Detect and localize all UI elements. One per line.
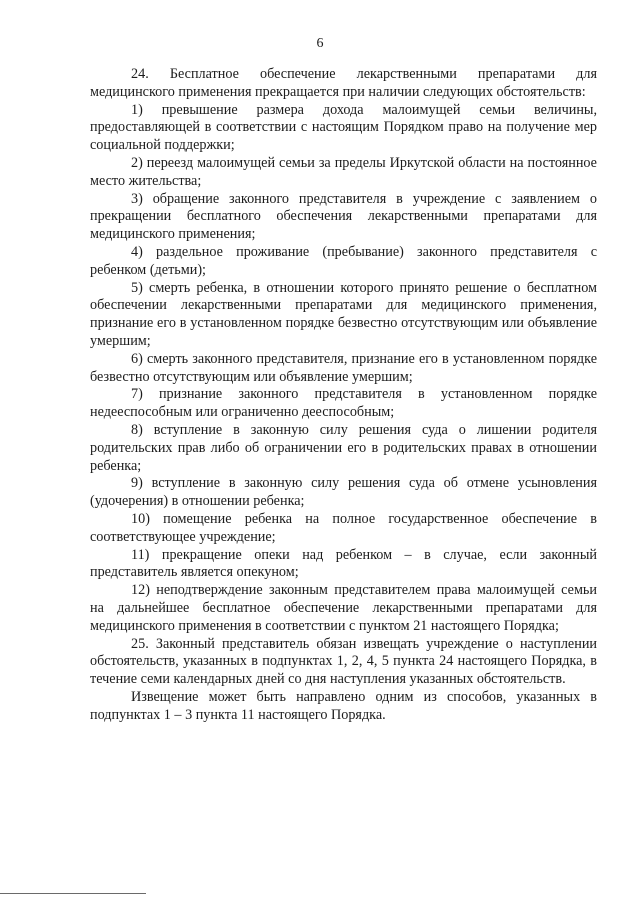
footer-divider (0, 893, 146, 894)
subitem-10: 10) помещение ребенка на полное государственное обеспечение в соответствующее учреждение; (90, 510, 597, 545)
paragraph-item-25: 25. Законный представитель обязан извещать учреждение о наступлении обстоятельств, указанных в подпунктах 1, 2, 4, 5 пункта 24 настоящего Порядка, в течение семи календарных дней со дня наступления указанных обстоятельств. (90, 635, 597, 688)
subitem-1: 1) превышение размера дохода малоимущей семьи величины, предоставляющей в соответствии с настоящим Порядком право на получение мер социальной поддержки; (90, 101, 597, 154)
paragraph-item-24: 24. Бесплатное обеспечение лекарственными препаратами для медицинского применения прекращается при наличии следующих обстоятельств: (90, 66, 597, 100)
subitem-9: 9) вступление в законную силу решения суда об отмене усыновления (удочерения) в отношении ребенка; (90, 475, 597, 510)
subitem-3: 3) обращение законного представителя в учреждение с заявлением о прекращении бесплатного обеспечения лекарственными препаратами для медицинского применения; (90, 190, 597, 243)
subitem-11: 11) прекращение опеки над ребенком – в случае, если законный представитель является опекуном; (90, 546, 597, 581)
page-number: 6 (316, 36, 324, 51)
subitem-7: 7) признание законного представителя в установленном порядке недееспособным или ограниченно дееспособным; (90, 386, 597, 421)
paragraph-notice: Извещение может быть направлено одним из способов, указанных в подпунктах 1 – 3 пункта 11 настоящего Порядка. (90, 688, 597, 723)
subitem-5: 5) смерть ребенка, в отношении которого принято решение о бесплатном обеспечении лекарственными препаратами для медицинского применения, признание его в установленном порядке безвестно отсутствующим или объявление умершим; (90, 279, 597, 349)
document-body (90, 66, 597, 724)
subitem-12: 12) неподтверждение законным представителем права малоимущей семьи на дальнейшее бесплатное обеспечение лекарственными препаратами для медицинского применения в соответствии с пунктом 21 настоящего Порядка; (90, 582, 597, 634)
subitem-4: 4) раздельное проживание (пребывание) законного представителя с ребенком (детьми); (90, 243, 597, 278)
subitem-6: 6) смерть законного представителя, признание его в установленном порядке безвестно отсутствующим или объявление умершим; (90, 350, 597, 385)
subitem-2: 2) переезд малоимущей семьи за пределы Иркутской области на постоянное место жительства; (90, 154, 597, 189)
subitem-8: 8) вступление в законную силу решения суда о лишении родителя родительских прав либо об ограничении его в родительских правах в отношении ребенка; (90, 421, 597, 474)
